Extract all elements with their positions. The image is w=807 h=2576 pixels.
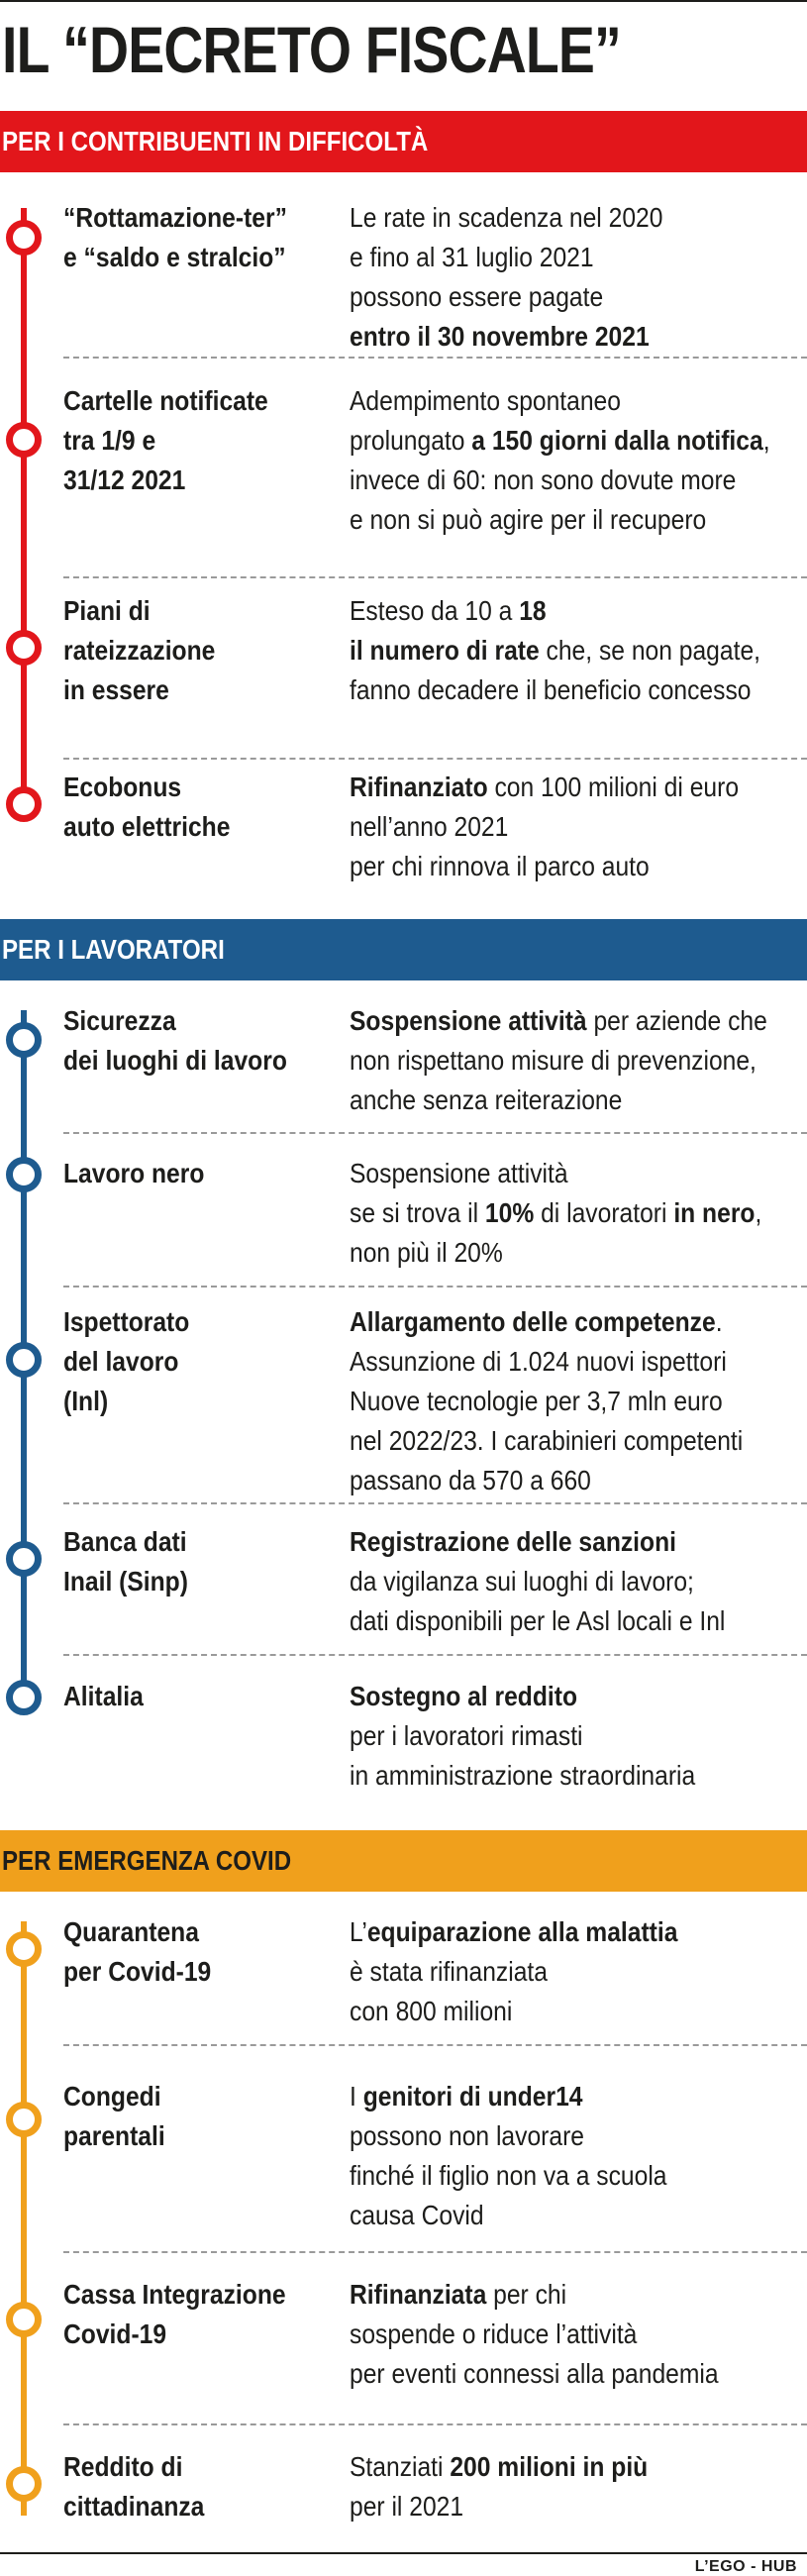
item-label-line: Inail (Sinp)	[63, 1566, 188, 1597]
description-text: con 100 milioni di euro	[487, 772, 740, 802]
description-line	[350, 2116, 785, 2156]
description-text: ,	[762, 425, 770, 456]
description-line	[350, 1041, 785, 1081]
description-line	[350, 1081, 785, 1120]
description-line	[350, 1952, 785, 1992]
description-text: da vigilanza sui luoghi di lavoro;	[350, 1566, 694, 1597]
item-label-line: “Rottamazione-ter”	[63, 202, 287, 233]
description-line	[350, 381, 785, 421]
description-line	[350, 1522, 785, 1562]
description-text: .	[715, 1306, 723, 1337]
description-text: per i lavoratori rimasti	[350, 1720, 583, 1751]
item-description	[350, 1522, 785, 1641]
description-bold-text: il numero di rate	[350, 635, 540, 666]
item-label	[63, 381, 303, 500]
item-label-line: Lavoro nero	[63, 1158, 205, 1188]
item-label	[63, 2447, 303, 2526]
description-line	[350, 1193, 785, 1233]
description-text: Le rate in scadenza nel 2020	[350, 202, 663, 233]
item-description	[350, 768, 785, 886]
description-text: I	[350, 2081, 363, 2112]
description-text: è stata rifinanziata	[350, 1956, 548, 1987]
section-heading	[0, 111, 807, 172]
item-label-line: (Inl)	[63, 1386, 109, 1416]
description-text: che, se non pagate,	[539, 635, 760, 666]
description-line	[350, 238, 785, 277]
item-label-line: Piani di	[63, 595, 151, 626]
item-description	[350, 1302, 785, 1500]
timeline-marker-icon	[6, 1931, 42, 1967]
description-bold-text: 200 milioni in più	[450, 2451, 649, 2482]
description-line	[350, 1461, 785, 1500]
description-line	[350, 807, 785, 847]
item-label-line: Cassa Integrazione	[63, 2279, 286, 2310]
item-label-line: cittadinanza	[63, 2491, 205, 2522]
description-text: dati disponibili per le Asl locali e Inl	[350, 1605, 726, 1636]
description-bold-text: entro il 30 novembre 2021	[350, 321, 650, 352]
item-label-line: Ecobonus	[63, 772, 182, 802]
description-text: con 800 milioni	[350, 1996, 513, 2026]
description-line	[350, 1562, 785, 1601]
description-line	[350, 317, 785, 357]
item-label-line: Alitalia	[63, 1681, 144, 1711]
divider	[63, 2423, 807, 2425]
item-label-line: Congedi	[63, 2081, 161, 2112]
description-line	[350, 1382, 785, 1421]
item-description	[350, 198, 785, 357]
description-text: e non si può agire per il recupero	[350, 504, 707, 535]
description-text: non più il 20%	[350, 1237, 503, 1268]
description-text: ,	[755, 1197, 762, 1228]
divider	[63, 758, 807, 760]
description-line	[350, 670, 785, 710]
item-label-line: per Covid-19	[63, 1956, 212, 1987]
item-description	[350, 1001, 785, 1120]
description-text: per chi	[486, 2279, 567, 2310]
timeline-line	[21, 1921, 27, 2516]
description-text: invece di 60: non sono dovute more	[350, 464, 737, 495]
description-line	[350, 1677, 785, 1716]
description-line	[350, 1601, 785, 1641]
timeline-marker-icon	[6, 2102, 42, 2137]
description-line	[350, 2447, 785, 2487]
description-line	[350, 1233, 785, 1273]
timeline-marker-icon	[6, 630, 42, 666]
description-line	[350, 847, 785, 886]
description-text: nell’anno 2021	[350, 811, 509, 842]
description-text: di lavoratori	[534, 1197, 674, 1228]
description-line	[350, 277, 785, 317]
description-text: Stanziati	[350, 2451, 451, 2482]
item-label-line: dei luoghi di lavoro	[63, 1045, 287, 1076]
timeline-marker-icon	[6, 1157, 42, 1192]
description-text: Assunzione di 1.024 nuovi ispettori	[350, 1346, 727, 1377]
description-text: Esteso da 10 a	[350, 595, 520, 626]
description-text: prolungato	[350, 425, 472, 456]
item-label	[63, 2077, 303, 2156]
description-text: per eventi connessi alla pandemia	[350, 2358, 719, 2389]
description-text: possono non lavorare	[350, 2120, 584, 2151]
item-label	[63, 1302, 303, 1421]
description-text: nel 2022/23. I carabinieri competenti	[350, 1425, 744, 1456]
item-description	[350, 381, 785, 540]
item-label-line: 31/12 2021	[63, 464, 186, 495]
timeline-marker-icon	[6, 2302, 42, 2337]
description-line	[350, 1756, 785, 1796]
item-label-line: Reddito di	[63, 2451, 183, 2482]
description-text: in amministrazione straordinaria	[350, 1760, 696, 1791]
divider	[63, 2044, 807, 2046]
description-line	[350, 2196, 785, 2235]
item-label-line: in essere	[63, 674, 169, 705]
divider	[63, 1502, 807, 1504]
description-line	[350, 2275, 785, 2315]
item-label-line: Ispettorato	[63, 1306, 190, 1337]
bottom-rule	[0, 2552, 807, 2554]
description-bold-text: in nero	[673, 1197, 756, 1228]
section-heading	[0, 1830, 807, 1892]
section-heading-label: PER I CONTRIBUENTI IN DIFFICOLTÀ	[2, 126, 429, 156]
description-text: possono essere pagate	[350, 281, 604, 312]
description-bold-text: Rifinanziata	[350, 2279, 487, 2310]
description-bold-text: Rifinanziato	[350, 772, 488, 802]
timeline-marker-icon	[6, 2466, 42, 2502]
description-line	[350, 2354, 785, 2394]
description-bold-text: 10%	[484, 1197, 535, 1228]
item-label-line: Cartelle notificate	[63, 385, 268, 416]
description-line	[350, 2156, 785, 2196]
description-line	[350, 1912, 785, 1952]
timeline-marker-icon	[6, 1342, 42, 1378]
description-text: fanno decadere il beneficio concesso	[350, 674, 752, 705]
timeline-marker-icon	[6, 1680, 42, 1715]
item-label	[63, 1522, 303, 1601]
description-line	[350, 500, 785, 540]
description-line	[350, 1001, 785, 1041]
item-label	[63, 2275, 303, 2354]
description-text: Adempimento spontaneo	[350, 385, 621, 416]
item-label	[63, 1912, 303, 1992]
item-label-line: Banca dati	[63, 1526, 187, 1557]
description-line	[350, 2487, 785, 2526]
description-line	[350, 461, 785, 500]
divider	[63, 1132, 807, 1134]
description-bold-text: 18	[519, 595, 547, 626]
description-text: per aziende che	[586, 1005, 767, 1036]
description-text: per chi rinnova il parco auto	[350, 851, 650, 881]
description-text: passano da 570 a 660	[350, 1465, 591, 1495]
description-text: finché il figlio non va a scuola	[350, 2160, 667, 2191]
divider	[63, 1654, 807, 1656]
description-text: e fino al 31 luglio 2021	[350, 242, 594, 272]
description-text: non rispettano misure di prevenzione,	[350, 1045, 757, 1076]
item-label	[63, 198, 303, 277]
page-title: IL “DECRETO FISCALE”	[2, 13, 621, 86]
item-label-line: del lavoro	[63, 1346, 179, 1377]
section-heading-label: PER EMERGENZA COVID	[2, 1845, 292, 1876]
description-bold-text: genitori di under14	[362, 2081, 583, 2112]
divider	[63, 357, 807, 359]
description-line	[350, 1716, 785, 1756]
item-description	[350, 2447, 785, 2526]
description-line	[350, 2077, 785, 2116]
description-line	[350, 1421, 785, 1461]
item-label-line: auto elettriche	[63, 811, 231, 842]
description-bold-text: Registrazione delle sanzioni	[350, 1526, 676, 1557]
description-text: Nuove tecnologie per 3,7 mln euro	[350, 1386, 723, 1416]
description-bold-text: a 150 giorni dalla notifica	[471, 425, 763, 456]
description-line	[350, 1342, 785, 1382]
credit-label: L’EGO - HUB	[694, 2558, 797, 2575]
item-description	[350, 1154, 785, 1273]
item-label-line: rateizzazione	[63, 635, 216, 666]
item-label	[63, 591, 303, 710]
item-label	[63, 768, 303, 847]
divider	[63, 576, 807, 578]
item-label	[63, 1001, 303, 1081]
description-line	[350, 591, 785, 631]
divider	[63, 1286, 807, 1288]
item-label-line: tra 1/9 e	[63, 425, 156, 456]
description-text: sospende o riduce l’attività	[350, 2318, 638, 2349]
section-heading-label: PER I LAVORATORI	[2, 934, 225, 965]
description-text: anche senza reiterazione	[350, 1084, 623, 1115]
description-text: causa Covid	[350, 2200, 484, 2230]
item-description	[350, 2077, 785, 2235]
description-bold-text: equiparazione alla malattia	[366, 1916, 678, 1947]
item-label-line: e “saldo e stralcio”	[63, 242, 286, 272]
item-label-line: Sicurezza	[63, 1005, 176, 1036]
description-bold-text: Sospensione attività	[350, 1005, 587, 1036]
description-bold-text: Allargamento delle competenze	[350, 1306, 716, 1337]
timeline-marker-icon	[6, 1541, 42, 1577]
section-heading	[0, 919, 807, 980]
item-description	[350, 2275, 785, 2394]
item-label-line: Covid-19	[63, 2318, 167, 2349]
description-line	[350, 198, 785, 238]
item-description	[350, 591, 785, 710]
divider	[63, 2251, 807, 2253]
description-line	[350, 768, 785, 807]
description-line	[350, 2315, 785, 2354]
description-text: Sospensione attività	[350, 1158, 568, 1188]
item-label	[63, 1154, 303, 1193]
timeline-marker-icon	[6, 422, 42, 458]
timeline-marker-icon	[6, 220, 42, 256]
timeline-line	[21, 208, 27, 812]
item-description	[350, 1912, 785, 2031]
description-line	[350, 1992, 785, 2031]
description-bold-text: Sostegno al reddito	[350, 1681, 577, 1711]
description-line	[350, 1302, 785, 1342]
description-line	[350, 631, 785, 670]
timeline-marker-icon	[6, 1022, 42, 1058]
description-line	[350, 1154, 785, 1193]
item-label-line: parentali	[63, 2120, 165, 2151]
item-description	[350, 1677, 785, 1796]
description-text: per il 2021	[350, 2491, 464, 2522]
description-text: se si trova il	[350, 1197, 485, 1228]
top-rule	[0, 0, 807, 2]
timeline-marker-icon	[6, 786, 42, 822]
description-text: L’	[350, 1916, 367, 1947]
item-label	[63, 1677, 303, 1716]
description-line	[350, 421, 785, 461]
item-label-line: Quarantena	[63, 1916, 199, 1947]
